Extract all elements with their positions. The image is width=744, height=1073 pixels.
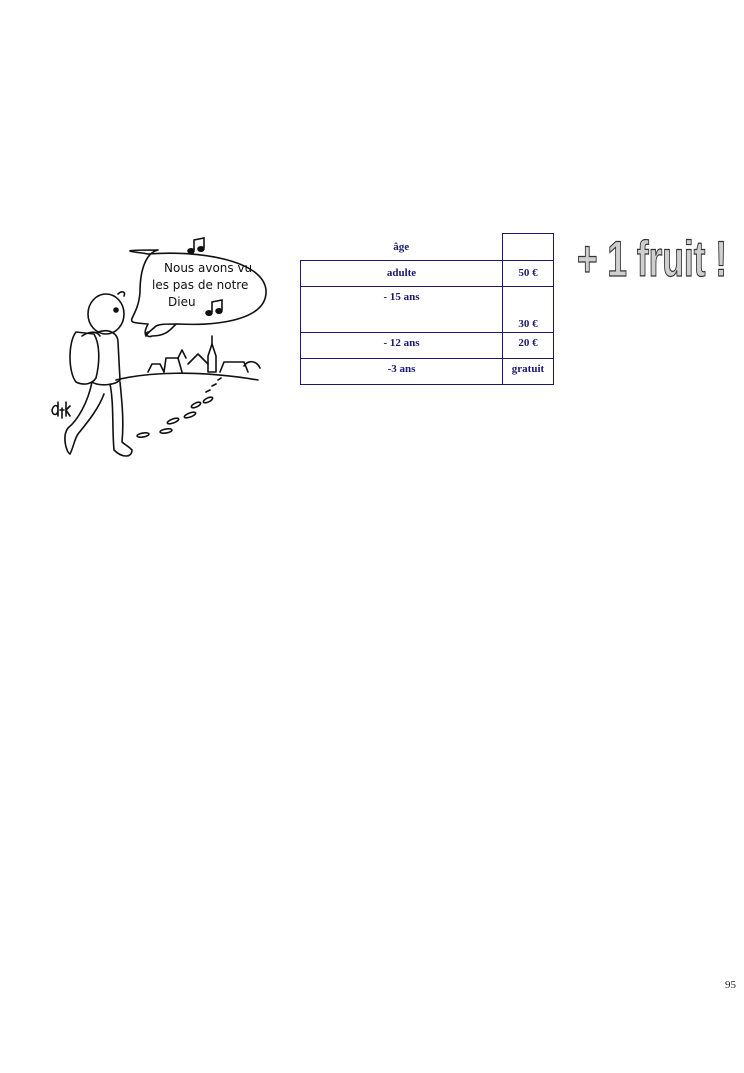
hiker-illustration	[48, 232, 270, 464]
header-price	[503, 234, 554, 261]
fruit-banner-text: + 1 fruit !	[577, 231, 727, 286]
row-price: 50 €	[503, 260, 554, 286]
row-label: -3 ans	[301, 358, 503, 384]
row-label: - 12 ans	[301, 332, 503, 358]
row-label: - 15 ans	[301, 286, 503, 332]
speech-line-3: Dieu	[168, 295, 196, 309]
table-row	[301, 358, 554, 384]
table-row	[301, 260, 554, 286]
price-table	[300, 233, 554, 385]
page-number: 95	[725, 979, 736, 991]
row-label: adulte	[301, 260, 503, 286]
table-row	[301, 332, 554, 358]
fruit-banner	[572, 230, 732, 286]
row-price: 20 €	[503, 332, 554, 358]
speech-line-1: Nous avons vu	[164, 261, 253, 275]
speech-line-2: les pas de notre	[152, 278, 249, 292]
hiker-head	[88, 294, 124, 334]
backpack	[70, 332, 99, 384]
row-price: 30 €	[503, 286, 554, 332]
table-row	[301, 286, 554, 332]
table-header-row	[301, 234, 554, 261]
header-age: âge	[393, 240, 410, 253]
row-price: gratuit	[503, 358, 554, 384]
